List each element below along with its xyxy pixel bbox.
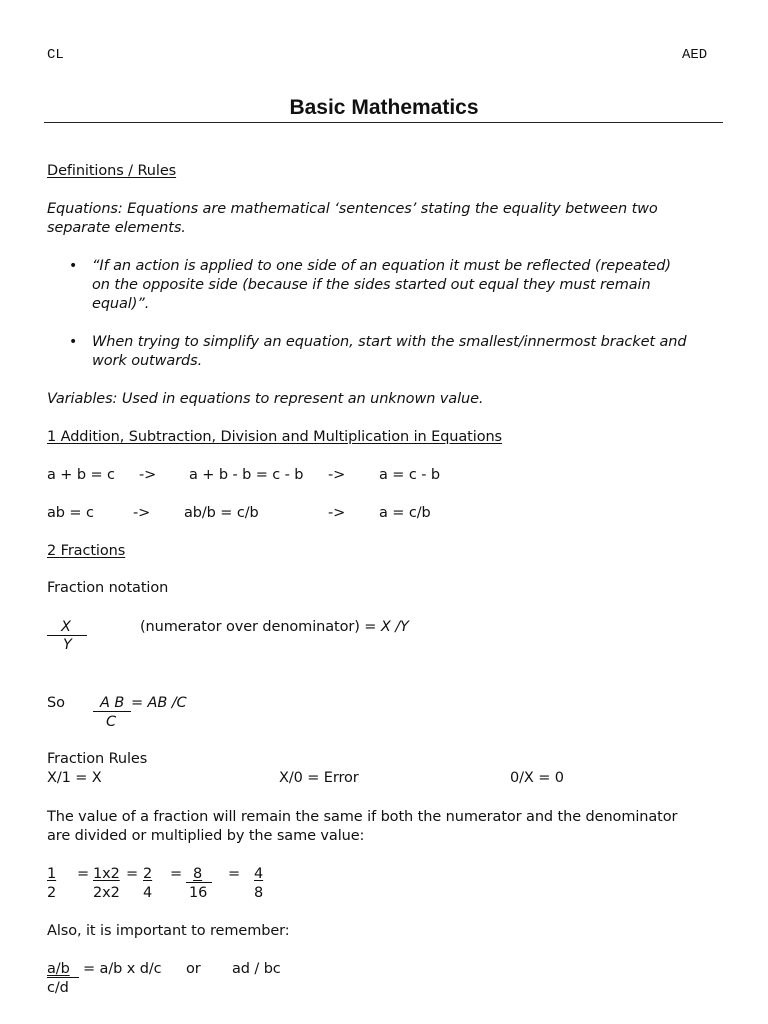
equals-sign: = xyxy=(228,866,241,882)
equation-row2-b: ab/b = c/b xyxy=(184,505,259,521)
equation-row1-arrow: -> xyxy=(139,467,157,483)
bullet2-line1: When trying to simplify an equation, start with the smallest/innermost bracket and xyxy=(92,334,687,350)
header-right-initials: AED xyxy=(682,47,708,63)
equiv-denominator: 8 xyxy=(254,885,264,901)
equation-row2-arrow: -> xyxy=(328,505,346,521)
equations-definition-line2: separate elements. xyxy=(47,220,186,236)
fraction-rule-2: X/0 = Error xyxy=(279,770,359,786)
fraction-rule-1: X/1 = X xyxy=(47,770,102,786)
fraction-bar xyxy=(47,977,79,978)
equation-row2-arrow: -> xyxy=(133,505,151,521)
fraction-notation-label: Fraction notation xyxy=(47,580,169,596)
equals-sign: = xyxy=(170,866,183,882)
remember-label: Also, it is important to remember: xyxy=(47,923,290,939)
equiv-denominator: 2x2 xyxy=(93,885,120,901)
title-rule xyxy=(44,122,723,123)
equation-row1-arrow: -> xyxy=(328,467,346,483)
fraction-bar xyxy=(186,882,212,883)
variables-definition: Variables: Used in equations to represent an unknown value. xyxy=(47,391,484,407)
section2-heading: 2 Fractions xyxy=(47,543,126,559)
equiv-numerator: 4 xyxy=(254,866,264,882)
fraction-numerator: X xyxy=(61,619,71,635)
equiv-denominator: 4 xyxy=(143,885,153,901)
or-label: or xyxy=(186,961,201,977)
equation-row2-c: a = c/b xyxy=(379,505,431,521)
fraction-rule-3: 0/X = 0 xyxy=(510,770,564,786)
fraction-denominator: Y xyxy=(63,637,72,653)
fraction-value-line2: are divided or multiplied by the same value: xyxy=(47,828,365,844)
complex-fraction-alternative: ad / bc xyxy=(232,961,281,977)
bullet1-line2: on the opposite side (because if the sides started out equal they must remain xyxy=(92,277,651,293)
equals-sign: = xyxy=(126,866,139,882)
complex-fraction-expansion: = a/b x d/c xyxy=(83,961,162,977)
page-title: Basic Mathematics xyxy=(289,96,479,119)
equals-sign: = xyxy=(77,866,90,882)
fraction-rules-label: Fraction Rules xyxy=(47,751,148,767)
so-numerator: A B xyxy=(100,695,125,711)
definitions-heading: Definitions / Rules xyxy=(47,163,177,179)
equations-definition-line1: Equations: Equations are mathematical ‘sentences’ stating the equality between two xyxy=(47,201,658,217)
equation-row1-c: a = c - b xyxy=(379,467,440,483)
equiv-numerator: 8 xyxy=(193,866,203,882)
fraction-bar xyxy=(47,635,87,636)
fraction-bar xyxy=(93,711,131,712)
equiv-denominator: 16 xyxy=(189,885,208,901)
bullet1-line1: “If an action is applied to one side of an equation it must be reflected (repeated) xyxy=(92,258,671,274)
equation-row2-a: ab = c xyxy=(47,505,94,521)
fraction-value-line1: The value of a fraction will remain the same if both the numerator and the denominator xyxy=(47,809,678,825)
equiv-denominator: 2 xyxy=(47,885,57,901)
bullet1-line3: equal)”. xyxy=(92,296,150,312)
equiv-numerator: 1 xyxy=(47,866,57,882)
complex-fraction-numerator: a/b xyxy=(47,961,70,977)
so-denominator: C xyxy=(106,714,117,730)
equiv-numerator: 1x2 xyxy=(93,866,120,882)
header-left-initials: CL xyxy=(47,47,64,63)
bullet2-line2: work outwards. xyxy=(92,353,203,369)
equation-row1-b: a + b - b = c - b xyxy=(189,467,304,483)
fraction-notation-description: (numerator over denominator) = X /Y xyxy=(140,619,409,635)
bullet-marker: • xyxy=(69,258,78,274)
so-result: = AB /C xyxy=(131,695,187,711)
complex-fraction-denominator: c/d xyxy=(47,980,69,996)
section1-heading: 1 Addition, Subtraction, Division and Multiplication in Equations xyxy=(47,429,503,445)
equation-row1-a: a + b = c xyxy=(47,467,115,483)
equiv-numerator: 2 xyxy=(143,866,153,882)
so-label: So xyxy=(47,695,65,711)
bullet-marker: • xyxy=(69,334,78,350)
